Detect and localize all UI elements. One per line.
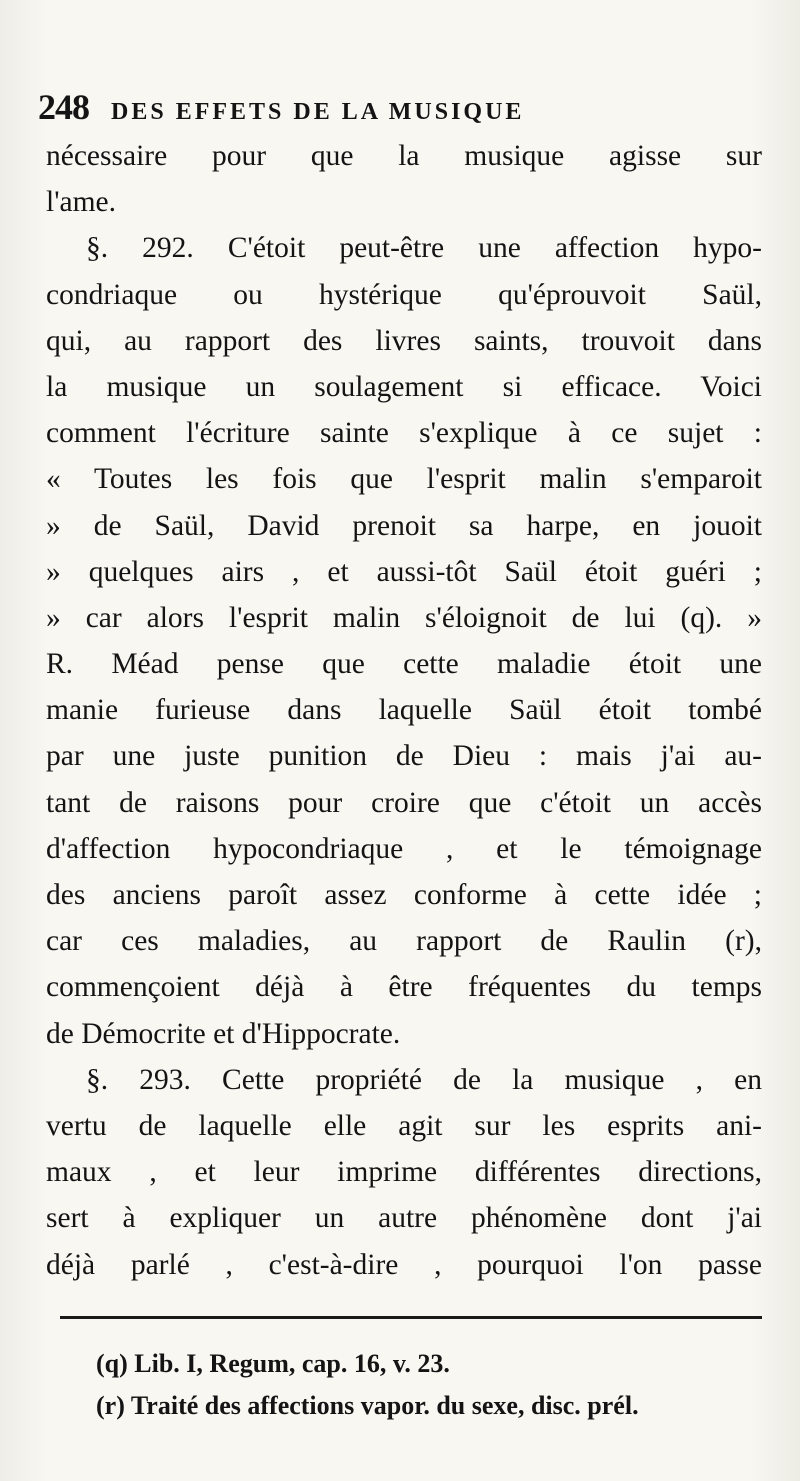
text-line: » quelques airs , et aussi-tôt Saül étoit guéri ; bbox=[46, 555, 762, 588]
text-line: tant de raisons pour croire que c'étoit un accès bbox=[46, 786, 762, 819]
page-number: 248 bbox=[38, 87, 89, 127]
text-line: « Toutes les fois que l'esprit malin s'emparoit bbox=[46, 463, 762, 496]
text-line: condriaque ou hystérique qu'éprouvoit Saül, bbox=[46, 278, 762, 311]
text-line: » de Saül, David prenoit sa harpe, en jouoit bbox=[46, 509, 762, 542]
page-header bbox=[38, 86, 758, 130]
footnote-q: (q) Lib. I, Regum, cap. 16, v. 23. bbox=[96, 1349, 450, 1378]
body-text bbox=[46, 133, 762, 1288]
text-line: par une juste punition de Dieu : mais j'ai au- bbox=[46, 740, 762, 773]
text-line: d'affection hypocondriaque , et le témoignage bbox=[46, 832, 762, 865]
text-line: la musique un soulagement si efficace. Voici bbox=[46, 370, 762, 403]
text-line: nécessaire pour que la musique agisse sur bbox=[46, 140, 762, 172]
text-line: » car alors l'esprit malin s'éloignoit de lui (q). » bbox=[46, 601, 762, 634]
text-line: des anciens paroît assez conforme à cette idée ; bbox=[46, 879, 762, 911]
text-line: sert à expliquer un autre phénomène dont j'ai bbox=[46, 1202, 762, 1235]
text-line: commençoient déjà à être fréquentes du temps bbox=[46, 971, 762, 1004]
text-line: manie furieuse dans laquelle Saül étoit tombé bbox=[46, 694, 762, 727]
footnotes bbox=[96, 1343, 768, 1427]
text-line: R. Méad pense que cette maladie étoit une bbox=[46, 648, 762, 681]
text-line: §. 293. Cette propriété de la musique , en bbox=[86, 1063, 762, 1096]
text-line: vertu de laquelle elle agit sur les esprits ani- bbox=[46, 1109, 762, 1142]
text-line: comment l'écriture sainte s'explique à ce sujet : bbox=[46, 417, 762, 450]
text-line: car ces maladies, au rapport de Raulin (r), bbox=[46, 925, 762, 958]
footnote-r: (r) Traité des affections vapor. du sexe, disc. prél. bbox=[96, 1391, 639, 1420]
text-line: l'ame. bbox=[46, 186, 117, 219]
footnote-rule bbox=[60, 1316, 762, 1319]
text-line: de Démocrite et d'Hippocrate. bbox=[46, 1017, 401, 1050]
text-line: qui, au rapport des livres saints, trouvoit dans bbox=[46, 324, 762, 357]
text-line: maux , et leur imprime différentes directions, bbox=[46, 1156, 762, 1189]
text-line: déjà parlé , c'est-à-dire , pourquoi l'on passe bbox=[46, 1248, 762, 1281]
running-head: DES EFFETS DE LA MUSIQUE bbox=[111, 99, 525, 125]
text-line: §. 292. C'étoit peut-être une affection hypo- bbox=[86, 232, 762, 265]
